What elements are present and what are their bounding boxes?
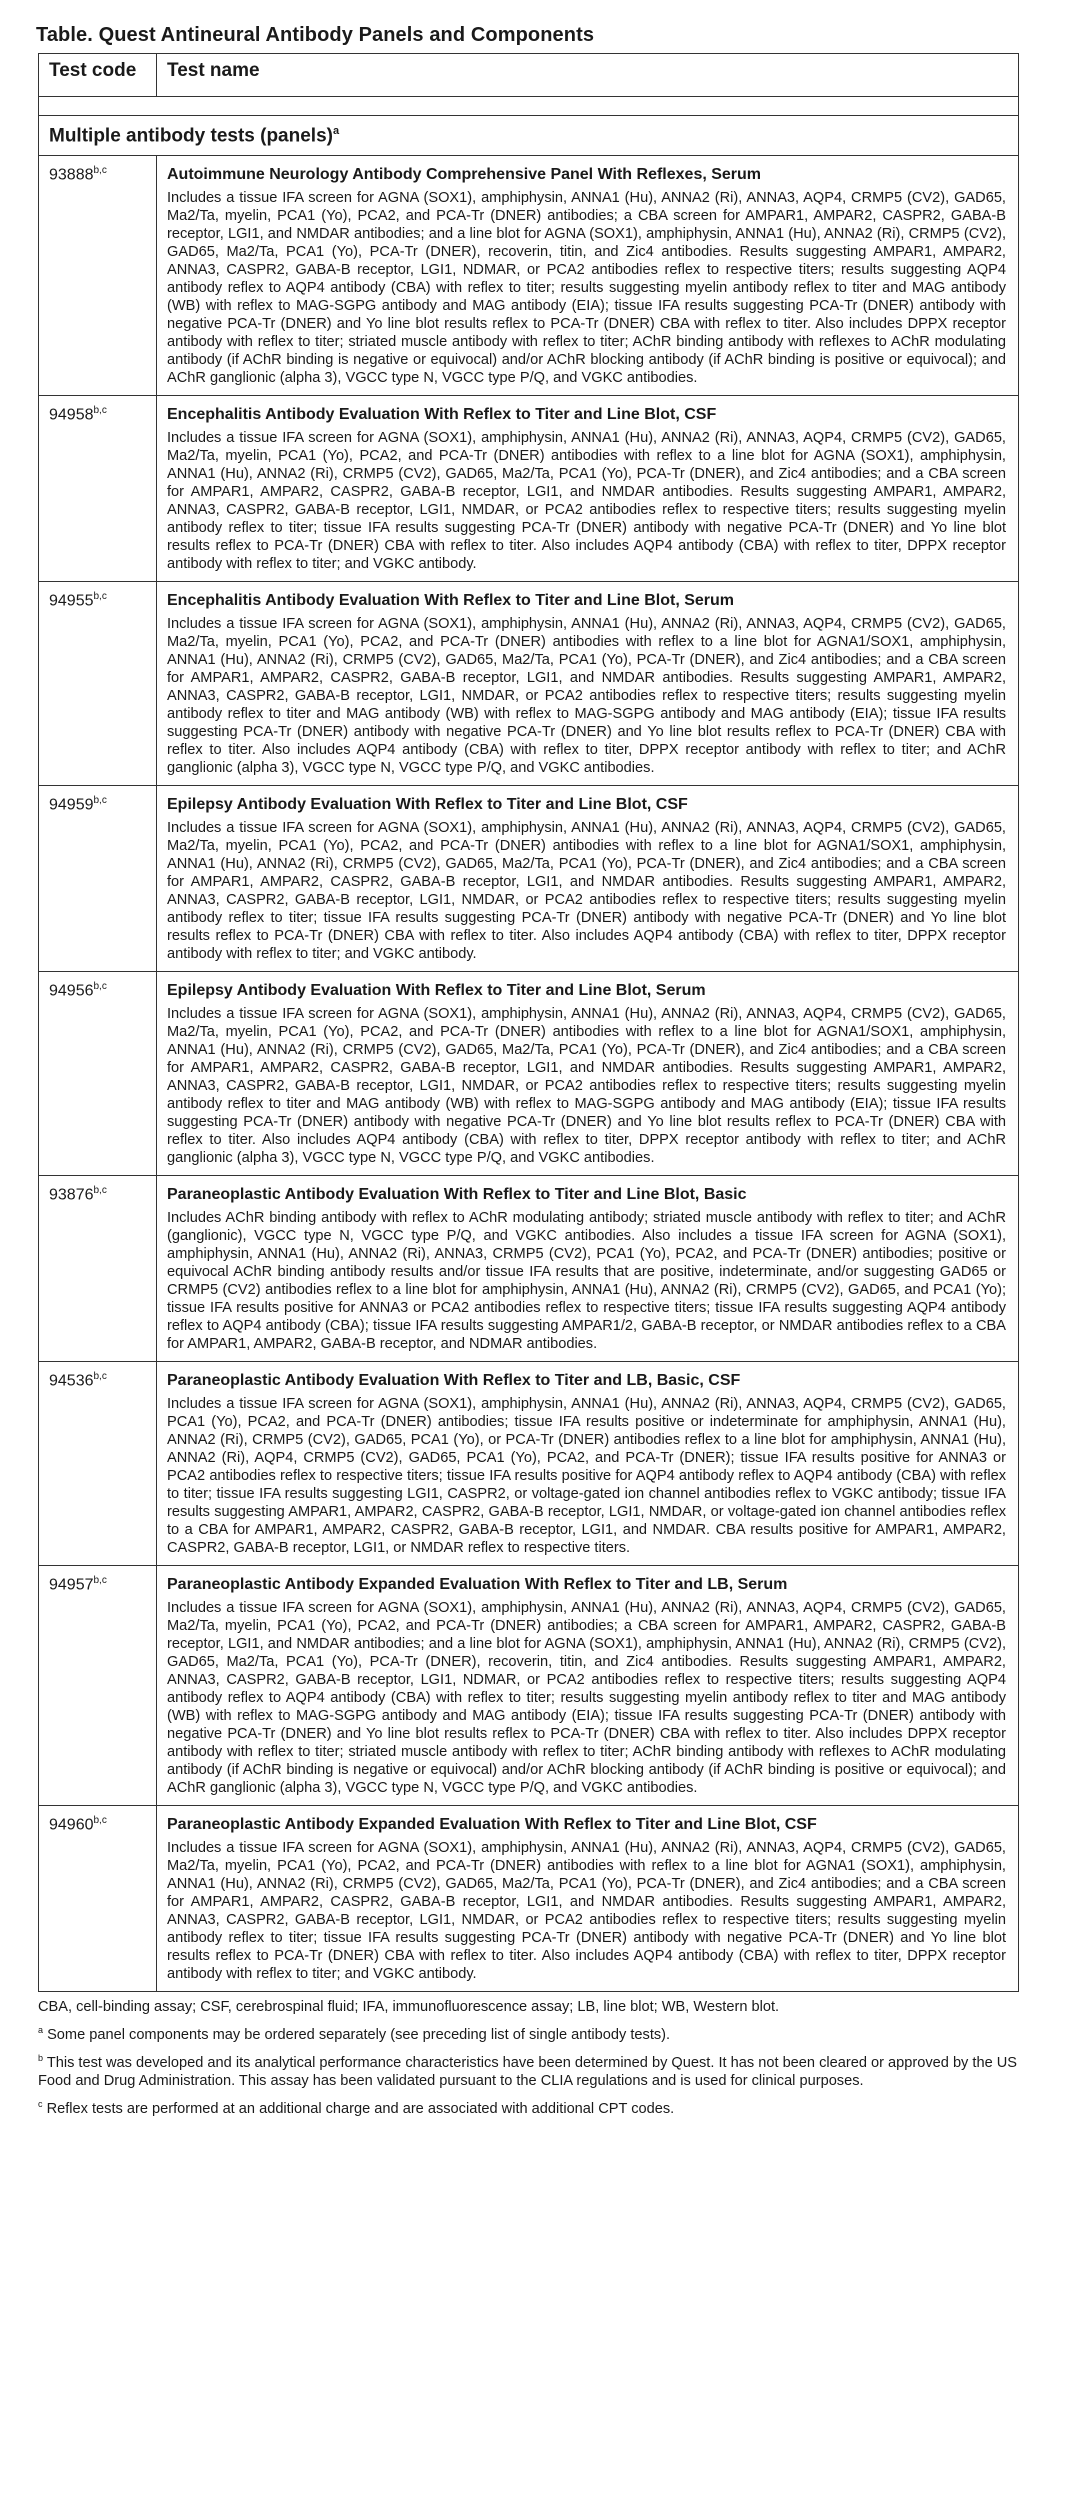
test-description: Includes a tissue IFA screen for AGNA (SOX1), amphiphysin, ANNA1 (Hu), ANNA2 (Ri), ANNA3, AQP4, CRMP5 (CV2), GAD65, Ma2/Ta, myelin, PCA1 (Yo), PCA2, and PCA-Tr (DNER) antibodies; a CBA screen for AMPAR1, AMPAR2, CASPR2, GABA-B receptor, LGI1, and NMDAR antibodies; and a line blot for AGNA (SOX1), amphiphysin, ANNA1 (Hu), ANNA2 (Ri), CRMP5 (CV2), GAD65, Ma2/Ta, PCA1 (Yo), PCA-Tr (DNER), recoverin, titin, and Zic4 antibodies. Results suggesting AMPAR1, AMPAR2, ANNA3, CASPR2, GABA-B receptor, LGI1, NDMAR, or PCA2 antibodies reflex to respective titers; results suggesting AQP4 antibody reflex to AQP4 antibody (CBA) with reflex to titer; results suggesting myelin antibody reflex to titer and MAG antibody (WB) with reflex to MAG-SGPG antibody and MAG antibody (EIA); tissue IFA results suggesting PCA-Tr (DNER) antibody with negative PCA-Tr (DNER) and Yo line blot results reflex to PCA-Tr (DNER) CBA with reflex to titer. Also includes DPPX receptor antibody with reflex to titer; striated muscle antibody with reflex to titer; AChR binding antibody with reflexes to AChR modulating antibody (if AChR binding is negative or equivocal) and/or AChR blocking antibody (if AChR binding is positive or equivocal); and AChR ganglionic (alpha 3), VGCC type N, VGCC type P/Q, and VGKC antibodies. (167, 190, 1006, 387)
test-code: 94960 (49, 1816, 94, 1834)
test-name: Paraneoplastic Antibody Evaluation With Reflex to Titer and LB, Basic, CSF (167, 1372, 741, 1390)
test-code-cell (39, 582, 157, 786)
test-description: Includes a tissue IFA screen for AGNA (SOX1), amphiphysin, ANNA1 (Hu), ANNA2 (Ri), ANNA3, AQP4, CRMP5 (CV2), GAD65, PCA1 (Yo), PCA2, and PCA-Tr (DNER) antibodies; tissue IFA results positive or indeterminate for amphiphysin, ANNA1 (Hu), ANNA2 (Ri), CRMP5 (CV2), GAD65, PCA1 (Yo), or PCA-Tr (DNER) antibodies reflex to a line blot for amphiphysin, ANNA1 (Hu), ANNA2 (Ri), AQP4, CRMP5 (CV2), GAD65, PCA1 (Yo), PCA2, and PCA-Tr (DNER); tissue IFA results positive for ANNA3 or PCA2 antibodies reflex to respective titers; tissue IFA results positive for AQP4 antibody reflex to AQP4 antibody (CBA) with reflex to titer; tissue IFA results suggesting LGI1, CASPR2, or voltage-gated ion channel antibodies reflex to VGKC antibody; tissue IFA results suggesting AMPAR1, AMPAR2, CASPR2, GABA-B receptor, LGI1, NMDAR, or voltage-gated ion channel antibodies reflex to a CBA for AMPAR1, AMPAR2, CASPR2, GABA-B receptor, LGI1, and NMDAR. CBA results positive for AMPAR1, AMPAR2, CASPR2, GABA-B receptor, LGI1, or NMDAR reflex to respective titers. (167, 1396, 1006, 1557)
section-row (39, 116, 1019, 156)
test-name: Encephalitis Antibody Evaluation With Reflex to Titer and Line Blot, CSF (167, 406, 717, 424)
test-code: 94955 (49, 592, 94, 610)
test-name-cell (157, 396, 1019, 582)
test-description: Includes a tissue IFA screen for AGNA (SOX1), amphiphysin, ANNA1 (Hu), ANNA2 (Ri), ANNA3, AQP4, CRMP5 (CV2), GAD65, Ma2/Ta, myelin, PCA1 (Yo), PCA2, and PCA-Tr (DNER) antibodies with reflex to a line blot for AGNA (SOX1), amphiphysin, ANNA1 (Hu), ANNA2 (Ri), CRMP5 (CV2), GAD65, Ma2/Ta, PCA1 (Yo), PCA-Tr (DNER), and Zic4 antibodies; and a CBA screen for AMPAR1, AMPAR2, CASPR2, GABA-B receptor, LGI1, and NMDAR antibodies. Results suggesting AMPAR1, AMPAR2, ANNA3, CASPR2, GABA-B receptor, LGI1, NMDAR, or PCA2 antibodies reflex to respective titers; results suggesting myelin antibody reflex to titer; tissue IFA results suggesting PCA-Tr (DNER) antibody with negative PCA-Tr (DNER) and Yo line blot results reflex to PCA-Tr (DNER) CBA with reflex to titer. Also includes AQP4 antibody (CBA) with reflex to titer, DPPX receptor antibody with reflex to titer; and VGKC antibody. (167, 430, 1006, 573)
footnote-text: Some panel components may be ordered separately (see preceding list of single antibody tests). (47, 2027, 671, 2044)
table-row (39, 1566, 1019, 1806)
test-code-cell (39, 786, 157, 972)
section-footnote-marker: a (332, 125, 340, 137)
table-header-row (39, 54, 1019, 97)
table-row (39, 396, 1019, 582)
antibody-panels-table (38, 53, 1019, 1992)
test-description: Includes a tissue IFA screen for AGNA (SOX1), amphiphysin, ANNA1 (Hu), ANNA2 (Ri), ANNA3, AQP4, CRMP5 (CV2), GAD65, Ma2/Ta, myelin, PCA1 (Yo), PCA2, and PCA-Tr (DNER) antibodies with reflex to a line blot for AGNA1 (SOX1), amphiphysin, ANNA1 (Hu), ANNA2 (Ri), CRMP5 (CV2), GAD65, Ma2/Ta, PCA1 (Yo), PCA-Tr (DNER), and Zic4 antibodies; and a CBA screen for AMPAR1, AMPAR2, CASPR2, GABA-B receptor, LGI1, and NMDAR antibodies. Results suggesting AMPAR1, AMPAR2, ANNA3, CASPR2, GABA-B receptor, LGI1, NMDAR, or PCA2 antibodies reflex to respective titers; results suggesting myelin antibody reflex to titer; tissue IFA results suggesting PCA-Tr (DNER) antibody with negative PCA-Tr (DNER) and Yo line blot results reflex to PCA-Tr (DNER) CBA with reflex to titer. Also includes AQP4 antibody (CBA) with reflex to titer, DPPX receptor antibody with reflex to titer; and VGKC antibody. (167, 1840, 1006, 1983)
test-name-cell (157, 156, 1019, 396)
table-footnotes (38, 1998, 1018, 2118)
table-row (39, 582, 1019, 786)
section-label: Multiple antibody tests (panels) (49, 125, 333, 147)
test-name: Encephalitis Antibody Evaluation With Reflex to Titer and Line Blot, Serum (167, 592, 735, 610)
test-description: Includes a tissue IFA screen for AGNA (SOX1), amphiphysin, ANNA1 (Hu), ANNA2 (Ri), ANNA3, AQP4, CRMP5 (CV2), GAD65, Ma2/Ta, myelin, PCA1 (Yo), PCA2, and PCA-Tr (DNER) antibodies; a CBA screen for AMPAR1, AMPAR2, CASPR2, GABA-B receptor, LGI1, and NMDAR antibodies; and a line blot for AGNA (SOX1), amphiphysin, ANNA1 (Hu), ANNA2 (Ri), CRMP5 (CV2), GAD65, Ma2/Ta, PCA1 (Yo), PCA-Tr (DNER), recoverin, titin, and Zic4 antibodies. Results suggesting AMPAR1, AMPAR2, ANNA3, CASPR2, GABA-B receptor, LGI1, NDMAR, or PCA2 antibodies reflex to respective titers; results suggesting AQP4 antibody reflex to AQP4 antibody (CBA) with reflex to titer; results suggesting myelin antibody reflex to titer and MAG antibody (WB) with reflex to MAG-SGPG antibody and MAG antibody (EIA); tissue IFA results suggesting PCA-Tr (DNER) antibody with negative PCA-Tr (DNER) and Yo line blot results reflex to PCA-Tr (DNER) CBA with reflex to titer. Also includes DPPX receptor antibody with reflex to titer; striated muscle antibody with reflex to titer; AChR binding antibody with reflexes to AChR modulating antibody (if AChR binding is negative or equivocal) and/or AChR blocking antibody (if AChR binding is positive or equivocal); and AChR ganglionic (alpha 3), VGCC type N, VGCC type P/Q, and VGKC antibodies. (167, 1600, 1006, 1797)
test-name: Epilepsy Antibody Evaluation With Reflex to Titer and Line Blot, Serum (167, 982, 706, 1000)
test-name-cell (157, 786, 1019, 972)
test-code-footnote-marker: b,c (93, 405, 107, 417)
footnote-marker: c (38, 2099, 43, 2110)
footnote-c (38, 2095, 1018, 2118)
test-code-cell (39, 1806, 157, 1992)
test-name-cell (157, 582, 1019, 786)
table-row (39, 1176, 1019, 1362)
test-code-footnote-marker: b,c (93, 795, 107, 807)
table-title: Table. Quest Antineural Antibody Panels and Components (36, 24, 595, 46)
spacer-row (39, 97, 1019, 116)
table-row (39, 972, 1019, 1176)
test-code-cell (39, 972, 157, 1176)
test-name-cell (157, 1806, 1019, 1992)
table-row (39, 786, 1019, 972)
test-code-footnote-marker: b,c (93, 1371, 107, 1383)
table-row (39, 156, 1019, 396)
test-name-cell (157, 1362, 1019, 1566)
test-name-cell (157, 1566, 1019, 1806)
test-description: Includes a tissue IFA screen for AGNA (SOX1), amphiphysin, ANNA1 (Hu), ANNA2 (Ri), ANNA3, AQP4, CRMP5 (CV2), GAD65, Ma2/Ta, myelin, PCA1 (Yo), PCA2, and PCA-Tr (DNER) antibodies with reflex to a line blot for AGNA1/SOX1, amphiphysin, ANNA1 (Hu), ANNA2 (Ri), CRMP5 (CV2), GAD65, Ma2/Ta, PCA1 (Yo), PCA-Tr (DNER), and Zic4 antibodies; and a CBA screen for AMPAR1, AMPAR2, CASPR2, GABA-B receptor, LGI1, and NMDAR antibodies. Results suggesting AMPAR1, AMPAR2, ANNA3, CASPR2, GABA-B receptor, LGI1, NMDAR, or PCA2 antibodies reflex to respective titers; results suggesting myelin antibody reflex to titer; tissue IFA results suggesting PCA-Tr (DNER) antibody with negative PCA-Tr (DNER) and Yo line blot results reflex to PCA-Tr (DNER) CBA with reflex to titer. Also includes AQP4 antibody (CBA) with reflex to titer, DPPX receptor antibody with reflex to titer; and VGKC antibody. (167, 820, 1006, 963)
table-row (39, 1362, 1019, 1566)
test-description: Includes a tissue IFA screen for AGNA (SOX1), amphiphysin, ANNA1 (Hu), ANNA2 (Ri), ANNA3, AQP4, CRMP5 (CV2), GAD65, Ma2/Ta, myelin, PCA1 (Yo), PCA2, and PCA-Tr (DNER) antibodies with reflex to a line blot for AGNA1/SOX1, amphiphysin, ANNA1 (Hu), ANNA2 (Ri), CRMP5 (CV2), GAD65, Ma2/Ta, PCA1 (Yo), PCA-Tr (DNER), and Zic4 antibodies; and a CBA screen for AMPAR1, AMPAR2, CASPR2, GABA-B receptor, LGI1, and NMDAR antibodies. Results suggesting AMPAR1, AMPAR2, ANNA3, CASPR2, GABA-B receptor, LGI1, NMDAR, or PCA2 antibodies reflex to respective titers; results suggesting myelin antibody reflex to titer and MAG antibody (WB) with reflex to MAG-SGPG antibody and MAG antibody (EIA); tissue IFA results suggesting PCA-Tr (DNER) antibody with negative PCA-Tr (DNER) and Yo line blot results reflex to PCA-Tr (DNER) CBA with reflex to titer. Also includes AQP4 antibody (CBA) with reflex to titer, DPPX receptor antibody with reflex to titer; and AChR ganglionic (alpha 3), VGCC type N, VGCC type P/Q, and VGKC antibodies. (167, 616, 1006, 777)
test-code-footnote-marker: b,c (93, 591, 107, 603)
column-header-test-code: Test code (39, 54, 157, 97)
footnote-marker: a (38, 2025, 44, 2036)
test-name-cell (157, 972, 1019, 1176)
test-code-cell (39, 396, 157, 582)
test-code: 94536 (49, 1372, 94, 1390)
test-code: 94959 (49, 796, 94, 814)
test-code-cell (39, 1566, 157, 1806)
footnote-b (38, 2049, 1018, 2090)
test-name: Paraneoplastic Antibody Expanded Evaluation With Reflex to Titer and LB, Serum (167, 1576, 788, 1594)
abbreviations-note: CBA, cell-binding assay; CSF, cerebrospinal fluid; IFA, immunofluorescence assay; LB, line blot; WB, Western blot. (38, 1999, 780, 2016)
test-name: Epilepsy Antibody Evaluation With Reflex to Titer and Line Blot, CSF (167, 796, 688, 814)
test-code-cell (39, 1362, 157, 1566)
test-code: 93876 (49, 1186, 94, 1204)
test-code: 94956 (49, 982, 94, 1000)
test-code-footnote-marker: b,c (93, 1185, 107, 1197)
test-code: 94958 (49, 406, 94, 424)
footnote-a (38, 2021, 1018, 2044)
test-description: Includes AChR binding antibody with reflex to AChR modulating antibody; striated muscle antibody with reflex to titer; and AChR (ganglionic), VGCC type N, VGCC type P/Q, and VGKC antibodies. Also includes a tissue IFA screen for AGNA (SOX1), amphiphysin, ANNA1 (Hu), ANNA2 (Ri), ANNA3, CRMP5 (CV2), PCA1 (Yo), PCA2, and PCA-Tr (DNER) antibodies; positive or equivocal AChR binding antibody results and/or tissue IFA results that are positive, indeterminate, and/or suggesting GAD65 or CRMP5 (CV2) antibodies reflex to a line blot for amphiphysin, ANNA1 (Hu), ANNA2 (Ri), CRMP5 (CV2), GAD65, and PCA1 (Yo); tissue IFA results positive for ANNA3 or PCA2 antibodies reflex to respective titers; tissue IFA results suggesting AQP4 antibody reflex to AQP4 antibody (CBA); tissue IFA results suggesting AMPAR1/2, GABA-B receptor, or NMDAR antibodies reflex to a CBA for AMPAR1, AMPAR2, GABA-B receptor, and NDMAR antibodies. (167, 1210, 1006, 1353)
test-code-footnote-marker: b,c (93, 1575, 107, 1587)
footnote-text: This test was developed and its analytical performance characteristics have been determined by Quest. It has not been cleared or approved by the US Food and Drug Administration. This assay has been validated pursuant to the CLIA regulations and is used for clinical purposes. (38, 2055, 1018, 2090)
test-name: Autoimmune Neurology Antibody Comprehensive Panel With Reflexes, Serum (167, 166, 762, 184)
test-description: Includes a tissue IFA screen for AGNA (SOX1), amphiphysin, ANNA1 (Hu), ANNA2 (Ri), ANNA3, AQP4, CRMP5 (CV2), GAD65, Ma2/Ta, myelin, PCA1 (Yo), PCA2, and PCA-Tr (DNER) antibodies with reflex to a line blot for AGNA1/SOX1, amphiphysin, ANNA1 (Hu), ANNA2 (Ri), CRMP5 (CV2), GAD65, Ma2/Ta, PCA1 (Yo), PCA-Tr (DNER), and Zic4 antibodies; and a CBA screen for AMPAR1, AMPAR2, CASPR2, GABA-B receptor, LGI1, and NMDAR antibodies. Results suggesting AMPAR1, AMPAR2, ANNA3, CASPR2, GABA-B receptor, LGI1, NMDAR, or PCA2 antibodies reflex to respective titers; results suggesting myelin antibody reflex to titer and MAG antibody (WB) with reflex to MAG-SGPG antibody and MAG antibody (EIA); tissue IFA results suggesting PCA-Tr (DNER) antibody with negative PCA-Tr (DNER) and Yo line blot results reflex to PCA-Tr (DNER) CBA with reflex to titer. Also includes AQP4 antibody (CBA) with reflex to titer, DPPX receptor antibody with reflex to titer; and AChR ganglionic (alpha 3), VGCC type N, VGCC type P/Q, and VGKC antibodies. (167, 1006, 1006, 1167)
test-code-footnote-marker: b,c (93, 165, 107, 177)
test-code-cell (39, 1176, 157, 1362)
test-code: 93888 (49, 166, 94, 184)
test-code: 94957 (49, 1576, 94, 1594)
test-code-cell (39, 156, 157, 396)
test-code-footnote-marker: b,c (93, 1815, 107, 1827)
table-row (39, 1806, 1019, 1992)
test-name: Paraneoplastic Antibody Expanded Evaluation With Reflex to Titer and Line Blot, CSF (167, 1816, 817, 1834)
footnote-marker: b (38, 2053, 44, 2064)
test-name-cell (157, 1176, 1019, 1362)
column-header-test-name: Test name (157, 54, 1019, 97)
footnote-text: Reflex tests are performed at an additional charge and are associated with additional CPT codes. (46, 2100, 675, 2117)
test-code-footnote-marker: b,c (93, 981, 107, 993)
test-name: Paraneoplastic Antibody Evaluation With Reflex to Titer and Line Blot, Basic (167, 1186, 747, 1204)
